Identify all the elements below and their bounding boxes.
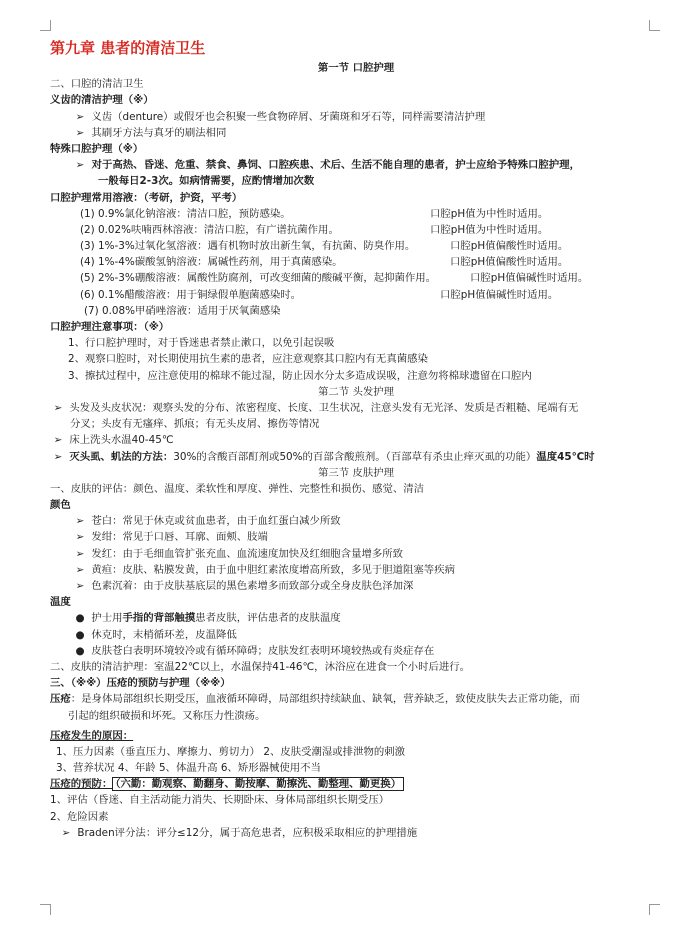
list-item: ➢ 对于高热、昏迷、危重、禁食、鼻饲、口腔疾患、术后、生活不能自理的患者，护士应给予特殊口腔护理，	[50, 157, 662, 173]
solution-row: (7) 0.08%甲硝唑溶液：适用于厌氧菌感染	[84, 304, 281, 317]
list-item: ● 休克时，末梢循环差，皮温降低	[50, 627, 662, 643]
section-title-skin: 第三节 皮肤护理	[317, 466, 395, 479]
skin-clean-care: 二、皮肤的清洁护理：室温22℃以上，水温保持41-46℃，沐浴应在进食一个小时后进行。	[50, 660, 471, 673]
arrow-bullet-icon: ➢	[75, 547, 85, 560]
list-item: ➢ 床上洗头水温40-45℃	[50, 432, 662, 448]
pressure-ulcer-definition-cont: 引起的组织破损和坏死。又称压力性溃疡。	[68, 709, 266, 722]
causes-heading: 压疮发生的原因：	[50, 729, 134, 742]
document-content	[50, 36, 662, 841]
list-item: 2、危险因素	[50, 810, 109, 823]
solution-row: (6) 0.1%醋酸溶液：用于铜绿假单胞菌感染时。 口腔pH值偏碱性时适用。	[80, 288, 559, 301]
section-title-oral: 第一节 口腔护理	[317, 62, 395, 74]
list-item: ● 皮肤苍白表明环境较冷或有循环障碍；皮肤发红表明环境较热或有炎症存在	[50, 643, 662, 659]
list-item: 1、行口腔护理时，对于昏迷患者禁止漱口，以免引起误吸	[68, 337, 335, 350]
denture-heading: 义齿的清洁护理（※）	[50, 94, 154, 107]
oral-intro: 二、口腔的清洁卫生	[50, 78, 144, 91]
arrow-bullet-icon: ➢	[75, 126, 85, 139]
chapter-title: 第九章 患者的清洁卫生	[50, 39, 206, 57]
list-item: ➢ 义齿（denture）或假牙也会积聚一些食物碎屑、牙菌斑和牙石等，同样需要清洁护理	[50, 109, 662, 125]
crop-mark-top-right	[649, 20, 660, 31]
list-item: ➢ 苍白：常见于休克或贫血患者，由于血红蛋白减少所致	[50, 513, 662, 529]
pressure-ulcer-definition: 压疮：是身体局部组织长期受压，血液循环障碍，局部组织持续缺血、缺氧，营养缺乏，致使皮肤失去正常功能，而	[50, 693, 580, 706]
skin-evaluation: 一、皮肤的评估：颜色、温度、柔软性和厚度、弹性、完整性和损伤、感觉、清洁	[50, 482, 425, 495]
arrow-bullet-icon: ➢	[75, 515, 85, 528]
list-item: 1、评估（昏迷、自主活动能力消失、长期卧床、身体局部组织长期受压）	[50, 794, 390, 807]
list-item: ➢ 灭头虱、虮法的方法：30%的含酸百部酊剂或50%的百部含酸煎剂。（百部草有杀虫止痒灭虱的功能）温度45℃时	[50, 449, 662, 465]
causes-line: 1、压力因素（垂直压力、摩擦力、剪切力） 2、皮肤受潮湿或排泄物的刺激	[56, 745, 406, 758]
color-heading: 颜色	[50, 499, 71, 512]
dot-bullet-icon: ●	[75, 644, 85, 657]
list-item: ➢ 黄疸：皮肤、粘膜发黄，由于血中胆红素浓度增高所致，多见于胆道阻塞等疾病	[50, 562, 662, 578]
solution-row: (1) 0.9%氯化钠溶液：清洁口腔，预防感染。 口腔pH值为中性时适用。	[80, 207, 549, 220]
list-item: 3、擦拭过程中，应注意使用的棉球不能过湿，防止因水分太多造成误吸，注意勿将棉球遗留在口腔内	[68, 369, 532, 382]
dot-bullet-icon: ●	[75, 612, 85, 625]
solution-row: (3) 1%-3%过氧化氢溶液：遇有机物时放出新生氧，有抗菌、防臭作用。 口腔pH值偏酸性时适用。	[80, 240, 569, 253]
solutions-heading: 口腔护理常用溶液：（考研，护资，平考）	[50, 191, 243, 204]
list-item-continuation: 分叉；头皮有无瘙痒、抓痕；有无头皮屑、擦伤等情况	[70, 418, 320, 431]
crop-mark-bottom-left	[40, 904, 51, 915]
solution-row: (5) 2%-3%硼酸溶液：属酸性防腐剂，可改变细菌的酸碱平衡，起抑菌作用。 口腔pH值偏碱性时适用。	[80, 272, 589, 285]
solution-row: (2) 0.02%呋喃西林溶液：清洁口腔，有广谱抗菌作用。 口腔pH值为中性时适用。	[80, 223, 549, 236]
arrow-bullet-icon: ➢	[53, 401, 63, 414]
arrow-bullet-icon: ➢	[75, 563, 85, 576]
causes-line: 3、营养状况 4、年龄 5、体温升高 6、矫形器械使用不当	[56, 762, 321, 775]
list-item: ● 护士用手指的背部触摸患者皮肤，评估患者的皮肤温度	[50, 610, 662, 626]
list-item: ➢ 头发及头皮状况：观察头发的分布、浓密程度、长度、卫生状况，注意头发有无光泽、发质是否粗糙、尾端有无	[50, 400, 662, 416]
arrow-bullet-icon: ➢	[53, 434, 63, 447]
arrow-bullet-icon: ➢	[75, 531, 85, 544]
crop-mark-bottom-right	[649, 904, 660, 915]
list-item: 2、观察口腔时，对长期使用抗生素的患者，应注意观察其口腔内有无真菌感染	[68, 353, 428, 366]
arrow-bullet-icon: ➢	[75, 159, 85, 172]
special-oral-heading: 特殊口腔护理（※）	[50, 142, 144, 155]
list-item-continuation: 一般每日2-3次。如病情需要，应酌情增加次数	[98, 175, 315, 188]
arrow-bullet-icon: ➢	[75, 110, 85, 123]
list-item: ➢ Braden评分法：评分≤12分，属于高危患者，应积极采取相应的护理措施	[50, 825, 662, 841]
temperature-heading: 温度	[50, 596, 71, 609]
six-diligence-box: （六勤：勤观察、勤翻身、勤按摩、勤擦洗、勤整理、勤更换）	[112, 777, 404, 791]
notes-heading: 口腔护理注意事项：（※）	[50, 321, 170, 333]
section-title-hair: 第二节 头发护理	[317, 385, 395, 398]
arrow-bullet-icon: ➢	[61, 826, 71, 839]
list-item: ➢ 其刷牙方法与真牙的刷法相同	[50, 125, 662, 141]
list-item: ➢ 发红：由于毛细血管扩张充血、血流速度加快及红细胞含量增多所致	[50, 546, 662, 562]
list-item: ➢ 色素沉着：由于皮肤基底层的黑色素增多而致部分或全身皮肤色泽加深	[50, 578, 662, 594]
solution-row: (4) 1%-4%碳酸氢钠溶液：属碱性药剂，用于真菌感染。 口腔pH值偏酸性时适用。	[80, 256, 569, 269]
prevention-heading: 压疮的预防： （六勤：勤观察、勤翻身、勤按摩、勤擦洗、勤整理、勤更换）	[50, 776, 662, 792]
arrow-bullet-icon: ➢	[53, 450, 63, 463]
arrow-bullet-icon: ➢	[75, 580, 85, 592]
pressure-ulcer-heading: 三、（※※）压疮的预防与护理（※※）	[50, 677, 231, 690]
dot-bullet-icon: ●	[75, 628, 85, 641]
crop-mark-top-left	[40, 20, 51, 31]
list-item: ➢ 发绀：常见于口唇、耳廓、面颊、肢端	[50, 529, 662, 545]
